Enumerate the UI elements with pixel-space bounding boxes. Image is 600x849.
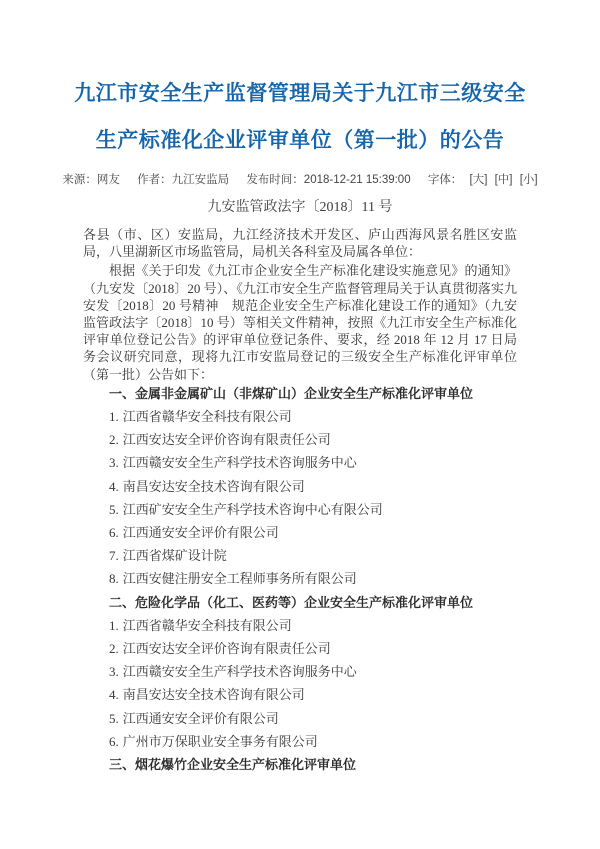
meta-author: 作者：九江安监局 bbox=[137, 174, 230, 186]
meta-bar bbox=[0, 171, 600, 187]
font-size-label: 字体： bbox=[427, 174, 463, 186]
company-name: 江西矿安安全生产科学技术咨询中心有限公司 bbox=[122, 501, 383, 517]
company-name: 江西省煤矿设计院 bbox=[122, 548, 227, 564]
list-item-number: 1. bbox=[109, 617, 119, 633]
body-paragraph: 根据《关于印发《九江市企业安全生产标准化建设实施意见》的通知》（九安发〔2018〕20 号）、《九江市安全生产监督管理局关于认真贯彻落实九安发〔2018〕20 号精神 规范企业安全生产标准化建设工作的通知》（九安监管政法字〔2018〕10 号）等相关文件精神，按照《九江市安全生产标准化评审单位登记公告》的评审单位登记条件、要求，经 2018 年 12 月 17 日局务会议研究同意，现将九江市安监局登记的三级安全生产标准化评审单位（第一批）公告如下： bbox=[83, 263, 517, 382]
meta-font-controls bbox=[428, 174, 538, 186]
list-item bbox=[83, 408, 517, 425]
company-name: 江西安健注册安全工程师事务所有限公司 bbox=[122, 571, 357, 587]
list-item-number: 2. bbox=[109, 641, 119, 657]
list-item-number: 2. bbox=[109, 432, 119, 448]
company-name: 广州市万保职业安全事务有限公司 bbox=[122, 733, 318, 749]
body-paragraph: 各县（市、区）安监局，九江经济技术开发区、庐山西海风景名胜区安监局，八里湖新区市场监管局，局机关各科室及局属各单位： bbox=[83, 227, 517, 260]
list-item-number: 3. bbox=[109, 455, 119, 471]
company-name: 江西通安安全评价有限公司 bbox=[122, 525, 279, 541]
list-item bbox=[83, 454, 517, 471]
font-size-large-button[interactable]: [大] bbox=[469, 174, 488, 186]
section-heading: 一、金属非金属矿山（非煤矿山）企业安全生产标准化评审单位 bbox=[109, 385, 474, 401]
company-name: 南昌安达安全技术咨询有限公司 bbox=[122, 687, 305, 703]
list-item-number: 5. bbox=[109, 501, 119, 517]
list-item bbox=[83, 617, 517, 634]
list-item bbox=[83, 640, 517, 657]
font-size-medium-button[interactable]: [中] bbox=[494, 174, 513, 186]
list-item bbox=[83, 733, 517, 750]
list-item bbox=[83, 570, 517, 587]
page-title-line-2: 生产标准化企业评审单位（第一批）的公告 bbox=[95, 129, 505, 152]
section-heading: 三、烟花爆竹企业安全生产标准化评审单位 bbox=[109, 757, 357, 773]
company-name: 江西省赣华安全科技有限公司 bbox=[122, 409, 292, 425]
list-item bbox=[83, 501, 517, 518]
list-item bbox=[83, 431, 517, 448]
list-item bbox=[83, 710, 517, 727]
list-item-number: 4. bbox=[109, 478, 119, 494]
company-name: 江西赣安安全生产科学技术咨询服务中心 bbox=[122, 455, 357, 471]
company-name: 江西通安安全评价有限公司 bbox=[122, 710, 279, 726]
document-body bbox=[83, 226, 517, 773]
list-item bbox=[83, 663, 517, 680]
document-number: 九安监管政法字〔2018〕11 号 bbox=[207, 200, 393, 215]
list-item-number: 8. bbox=[109, 571, 119, 587]
section-heading: 二、危险化学品（化工、医药等）企业安全生产标准化评审单位 bbox=[109, 594, 474, 610]
list-item-number: 6. bbox=[109, 525, 119, 541]
list-item-number: 5. bbox=[109, 710, 119, 726]
company-name: 江西省赣华安全科技有限公司 bbox=[122, 617, 292, 633]
company-name: 江西安达安全评价咨询有限责任公司 bbox=[122, 641, 331, 657]
list-item bbox=[83, 547, 517, 564]
list-item bbox=[83, 478, 517, 495]
meta-publish-time: 发布时间：2018-12-21 15:39:00 bbox=[246, 174, 411, 186]
page-title bbox=[0, 0, 600, 164]
company-name: 江西安达安全评价咨询有限责任公司 bbox=[122, 432, 331, 448]
list-item bbox=[83, 524, 517, 541]
list-item-number: 3. bbox=[109, 664, 119, 680]
list-item-number: 4. bbox=[109, 687, 119, 703]
company-name: 南昌安达安全技术咨询有限公司 bbox=[122, 478, 305, 494]
list-item bbox=[83, 686, 517, 703]
page-title-line-1: 九江市安全生产监督管理局关于九江市三级安全 bbox=[74, 82, 526, 105]
list-item-number: 1. bbox=[109, 409, 119, 425]
list-item-number: 6. bbox=[109, 733, 119, 749]
meta-source: 来源：网友 bbox=[62, 174, 120, 186]
list-item-number: 7. bbox=[109, 548, 119, 564]
font-size-small-button[interactable]: [小] bbox=[519, 174, 538, 186]
company-name: 江西赣安安全生产科学技术咨询服务中心 bbox=[122, 664, 357, 680]
